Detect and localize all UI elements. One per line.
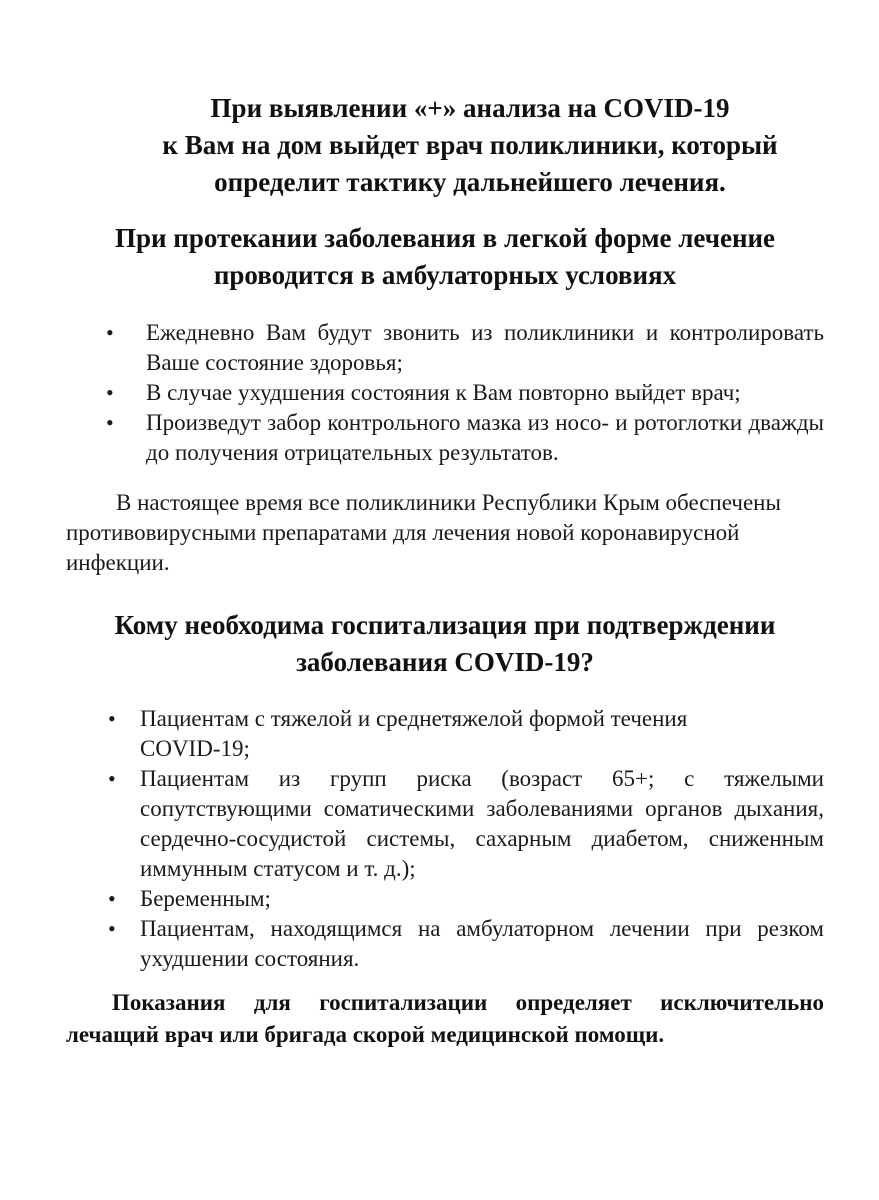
antiviral-paragraph: В настоящее время все поликлиники Республики Крым обеспечены противовирусными препаратами для лечения новой коронавирусной инфекции. xyxy=(66,490,781,575)
heading-line: определит тактику дальнейшего лечения. xyxy=(214,167,726,197)
list-item-text: Произведут забор контрольного мазка из носо- и ротоглотки дважды до получения отрицательных результатов. xyxy=(146,410,824,465)
bullet-icon: • xyxy=(108,886,116,911)
heading-line: к Вам на дом выйдет врач поликлиники, который xyxy=(162,130,778,160)
list-item-text: В случае ухудшения состояния к Вам повторно выйдет врач; xyxy=(146,380,741,405)
heading-line: Кому необходима госпитализация при подтверждении xyxy=(114,610,776,640)
list-item xyxy=(106,378,824,408)
list-item xyxy=(106,318,824,378)
list-item-text: Беременным; xyxy=(140,886,271,911)
heading-covid-positive xyxy=(110,90,830,201)
bullet-icon: • xyxy=(108,916,116,941)
list-item-text: Пациентам из групп риска (возраст 65+; с тяжелыми сопутствующими соматическими заболеваниями органов дыхания, сердечно-сосудистой системы, сахарным диабетом, сниженным иммунным статусом и т. д.); xyxy=(140,766,824,881)
heading-line: При выявлении «+» анализа на COVID-19 xyxy=(210,93,730,123)
list-item xyxy=(108,914,824,974)
closing-note: Показания для госпитализации определяет исключительно лечащий врач или бригада скорой медицинской помощи. xyxy=(66,990,824,1047)
heading-line: проводится в амбулаторных условиях xyxy=(213,260,677,290)
list-item-text: Пациентам, находящимся на амбулаторном лечении при резком ухудшении состояния. xyxy=(140,916,824,971)
list-item-text: Ежедневно Вам будут звонить из поликлиники и контролировать Ваше состояние здоровья; xyxy=(146,320,824,375)
bullet-icon: • xyxy=(108,706,116,731)
heading-line: заболевания COVID-19? xyxy=(296,647,594,677)
heading-mild-form xyxy=(60,220,830,294)
heading-hospitalization xyxy=(60,607,830,681)
bullet-icon: • xyxy=(106,380,114,405)
list-item xyxy=(106,408,824,468)
bullet-icon: • xyxy=(106,410,114,435)
outpatient-list xyxy=(106,318,824,468)
bullet-icon: • xyxy=(106,320,114,345)
list-item-text: Пациентам с тяжелой и среднетяжелой формой течения COVID-19; xyxy=(140,706,688,761)
list-item xyxy=(108,884,824,914)
heading-line: При протекании заболевания в легкой форме лечение xyxy=(114,223,776,253)
hospitalization-list xyxy=(108,704,824,974)
list-item xyxy=(108,704,760,764)
list-item xyxy=(108,764,824,884)
bullet-icon: • xyxy=(108,766,116,791)
